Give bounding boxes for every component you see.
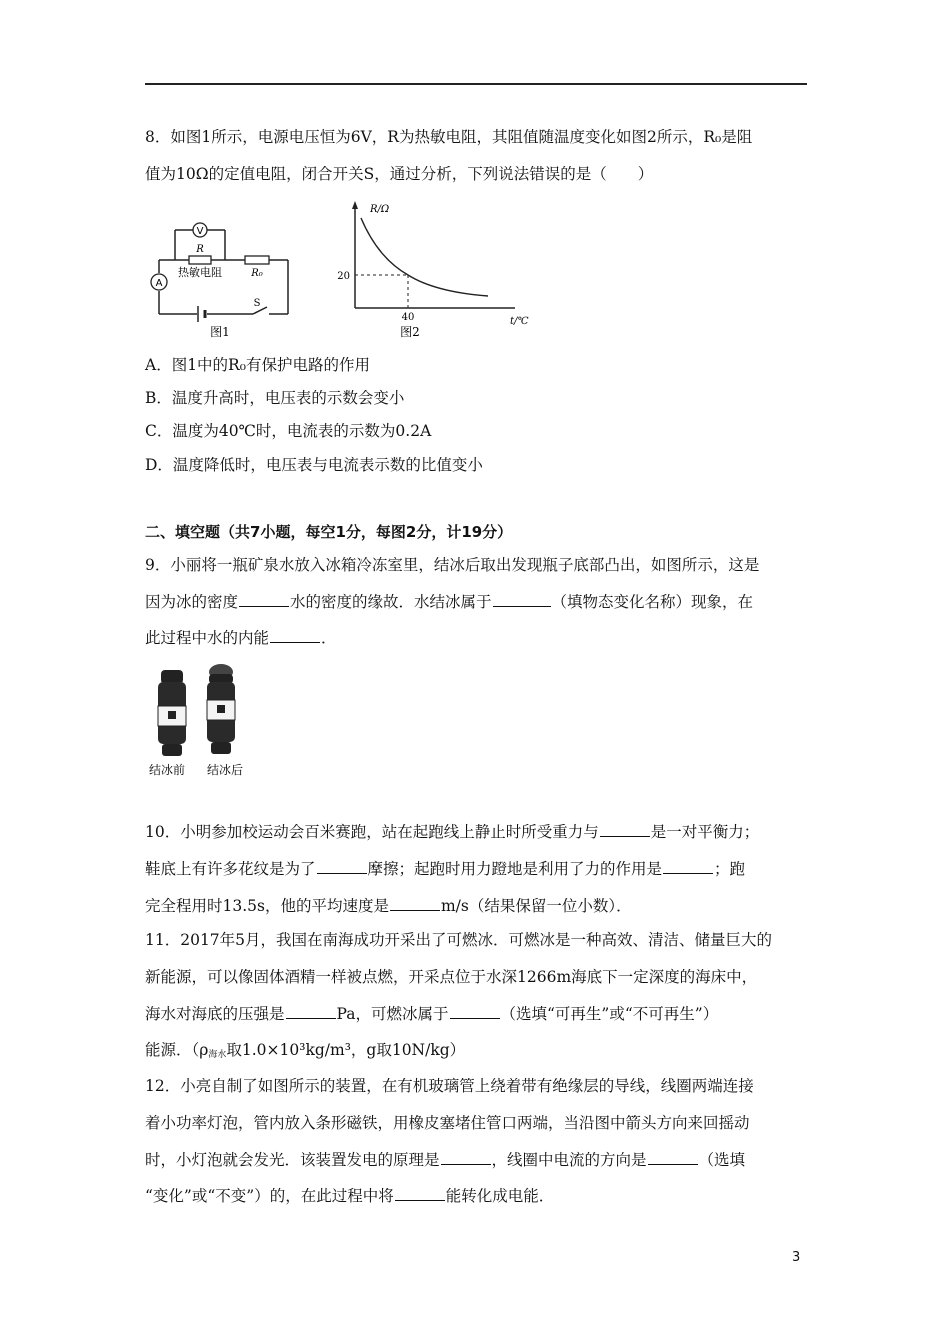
page-number: 3 — [792, 1250, 801, 1265]
blank-input[interactable] — [600, 822, 650, 837]
r0-label: R₀ — [251, 268, 263, 279]
q10-line1 — [145, 822, 759, 842]
resistance-curve — [361, 218, 488, 296]
q11-l4a: 能源．（ρ — [145, 1041, 209, 1059]
circuit-figure — [145, 218, 295, 343]
blank-input[interactable] — [648, 1150, 698, 1165]
caption-before: 结冰前 — [148, 763, 186, 777]
x-tick-40: 40 — [401, 312, 415, 323]
q8-option-d: D．温度降低时，电压表与电流表示数的比值变小 — [145, 456, 483, 474]
y-axis-label: R/Ω — [370, 204, 390, 215]
caption-after: 结冰后 — [206, 763, 244, 777]
ice-bottle-figure — [145, 662, 255, 782]
blank-input[interactable] — [390, 896, 440, 911]
q11-line2: 新能源，可以像固体酒精一样被点燃，开采点位于水深1266m海底下一定深度的海床中， — [145, 968, 758, 986]
header-rule — [145, 83, 807, 85]
q10-l1b: 是一对平衡力； — [650, 823, 760, 841]
q9-l3b: ． — [321, 629, 337, 647]
q9-l2c: （填物态变化名称）现象，在 — [551, 593, 754, 611]
q11-line1: 11．2017年5月，我国在南海成功开采出了可燃冰．可燃冰是一种高效、清洁、储量巨大的 — [145, 931, 773, 949]
q11-line3 — [145, 1004, 718, 1024]
q8-line2: 值为10Ω的定值电阻，闭合开关S，通过分析，下列说法错误的是（ ） — [145, 165, 654, 183]
blank-input[interactable] — [317, 859, 367, 874]
blank-input[interactable] — [270, 628, 320, 643]
q12-l3c: （选填 — [698, 1151, 746, 1169]
x-axis-label: t/℃ — [510, 316, 529, 327]
q8-option-a: A．图1中的R₀有保护电路的作用 — [145, 356, 370, 374]
q10-l3b: m/s（结果保留一位小数）． — [440, 897, 632, 915]
q11-l3c: （选填“可再生”或“不可再生”） — [500, 1005, 719, 1023]
q9-l3a: 此过程中水的内能 — [145, 629, 270, 647]
fig1-caption: 图1 — [210, 325, 230, 339]
voltmeter-label: V — [196, 226, 204, 237]
q10-l2b: 摩擦；起跑时用力蹬地是利用了力的作用是 — [367, 860, 663, 878]
q12-line4 — [145, 1186, 554, 1206]
q8-option-b: B．温度升高时，电压表的示数会变小 — [145, 389, 405, 407]
blank-input[interactable] — [450, 1004, 500, 1019]
q8-line1: 8．如图1所示，电源电压恒为6V，R为热敏电阻，其阻值随温度变化如图2所示，R₀是阻 — [145, 128, 753, 146]
q11-l4b: 取1.0×10³kg/m³，g取10N/kg） — [226, 1041, 466, 1059]
q11-l4sub: 海水 — [208, 1050, 227, 1060]
q12-l3b: ，线圈中电流的方向是 — [491, 1151, 647, 1169]
q12-line2: 着小功率灯泡，管内放入条形磁铁，用橡皮塞堵住管口两端，当沿图中箭头方向来回摇动 — [145, 1114, 750, 1132]
q12-l3a: 时，小灯泡就会发光．该装置发电的原理是 — [145, 1151, 440, 1169]
blank-input[interactable] — [239, 592, 289, 607]
q9-line2 — [145, 592, 753, 612]
q10-l1a: 10．小明参加校运动会百米赛跑，站在起跑线上静止时所受重力与 — [145, 823, 599, 841]
ammeter-label: A — [155, 278, 163, 289]
q9-l2b: 水的密度的缘故．水结冰属于 — [290, 593, 492, 611]
blank-input[interactable] — [663, 859, 713, 874]
blank-input[interactable] — [395, 1186, 445, 1201]
y-tick-20: 20 — [337, 271, 350, 282]
blank-input[interactable] — [286, 1004, 336, 1019]
fig2-caption: 图2 — [400, 325, 420, 339]
q10-l2c: ；跑 — [714, 860, 746, 878]
q11-l3b: Pa，可燃冰属于 — [336, 1005, 449, 1023]
thermistor-label: 热敏电阻 — [178, 266, 222, 279]
q9-line1: 9．小丽将一瓶矿泉水放入冰箱冷冻室里，结冰后取出发现瓶子底部凸出，如图所示，这是 — [145, 556, 760, 574]
switch-label: S — [253, 298, 261, 309]
resistance-temperature-graph — [330, 198, 535, 343]
q12-line3 — [145, 1150, 745, 1170]
q9-l2a: 因为冰的密度 — [145, 593, 239, 611]
q12-l4b: 能转化成电能． — [445, 1187, 555, 1205]
q11-line4 — [145, 1040, 465, 1065]
q12-line1: 12．小亮自制了如图所示的装置，在有机玻璃管上绕着带有绝缘层的导线，线圈两端连接 — [145, 1077, 754, 1095]
blank-input[interactable] — [493, 592, 551, 607]
q8-option-c: C．温度为40℃时，电流表的示数为0.2A — [145, 422, 432, 440]
q10-line3 — [145, 896, 632, 916]
blank-input[interactable] — [441, 1150, 491, 1165]
q11-l3a: 海水对海底的压强是 — [145, 1005, 285, 1023]
q10-l2a: 鞋底上有许多花纹是为了 — [145, 860, 316, 878]
q9-line3 — [145, 628, 337, 648]
section2-title: 二、填空题（共7小题，每空1分，每图2分，计19分） — [145, 523, 513, 541]
q10-line2 — [145, 859, 745, 879]
resistor-r-label: R — [196, 244, 204, 255]
q12-l4a: “变化”或“不变”）的，在此过程中将 — [145, 1187, 394, 1205]
q10-l3a: 完全程用时13.5s，他的平均速度是 — [145, 897, 389, 915]
